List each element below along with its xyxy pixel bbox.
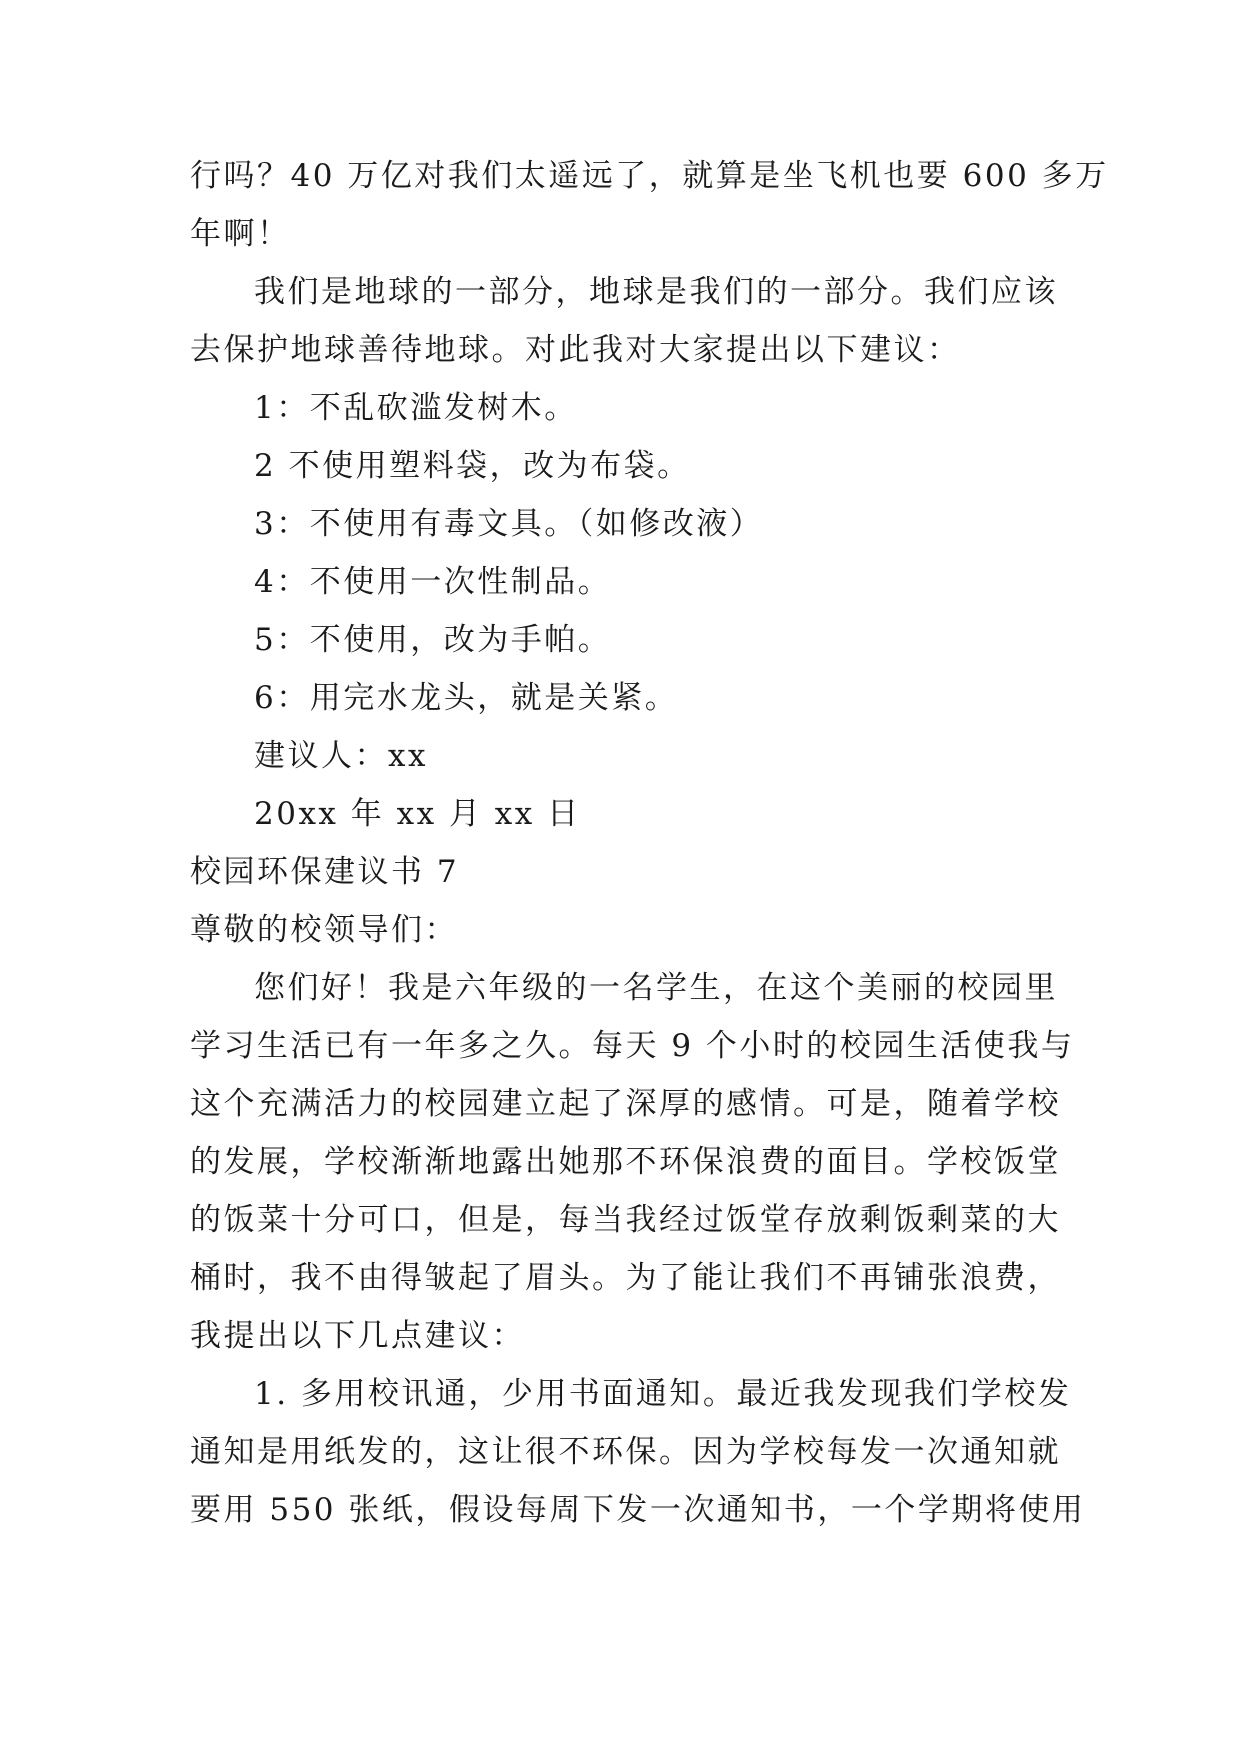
text-line: 年啊！ — [190, 216, 291, 252]
text-line: 要用 550 张纸，假设每周下发一次通知书，一个学期将使用 — [190, 1492, 1086, 1528]
text-line: 我提出以下几点建议： — [190, 1318, 525, 1354]
text-line: 行吗？40 万亿对我们太遥远了，就算是坐飞机也要 600 多万 — [190, 158, 1109, 194]
text-line: 这个充满活力的校园建立起了深厚的感情。可是，随着学校 — [190, 1086, 1061, 1122]
section-title: 校园环保建议书 7 — [190, 854, 460, 890]
list-item: 5：不使用，改为手帕。 — [254, 622, 612, 658]
list-item: 4：不使用一次性制品。 — [254, 564, 612, 600]
date-line: 20xx 年 xx 月 xx 日 — [254, 796, 581, 832]
list-item: 3：不使用有毒文具。（如修改液） — [254, 506, 764, 542]
text-line: 通知是用纸发的，这让很不环保。因为学校每发一次通知就 — [190, 1434, 1061, 1470]
paragraph-line: 我们是地球的一部分，地球是我们的一部分。我们应该 — [254, 274, 1058, 310]
text-line: 桶时，我不由得皱起了眉头。为了能让我们不再铺张浪费， — [190, 1260, 1061, 1296]
text-line: 学习生活已有一年多之久。每天 9 个小时的校园生活使我与 — [190, 1028, 1075, 1064]
list-item: 1：不乱砍滥发树木。 — [254, 390, 578, 426]
paragraph-line: 您们好！我是六年级的一名学生，在这个美丽的校园里 — [254, 970, 1058, 1006]
signature-line: 建议人：xx — [254, 738, 428, 774]
text-line: 的饭菜十分可口，但是，每当我经过饭堂存放剩饭剩菜的大 — [190, 1202, 1061, 1238]
salutation: 尊敬的校领导们： — [190, 912, 458, 948]
paragraph-line: 1. 多用校讯通，少用书面通知。最近我发现我们学校发 — [254, 1376, 1072, 1412]
list-item: 6：用完水龙头，就是关紧。 — [254, 680, 679, 716]
text-line: 的发展，学校渐渐地露出她那不环保浪费的面目。学校饭堂 — [190, 1144, 1061, 1180]
list-item: 2 不使用塑料袋，改为布袋。 — [254, 448, 691, 484]
text-line: 去保护地球善待地球。对此我对大家提出以下建议： — [190, 332, 961, 368]
